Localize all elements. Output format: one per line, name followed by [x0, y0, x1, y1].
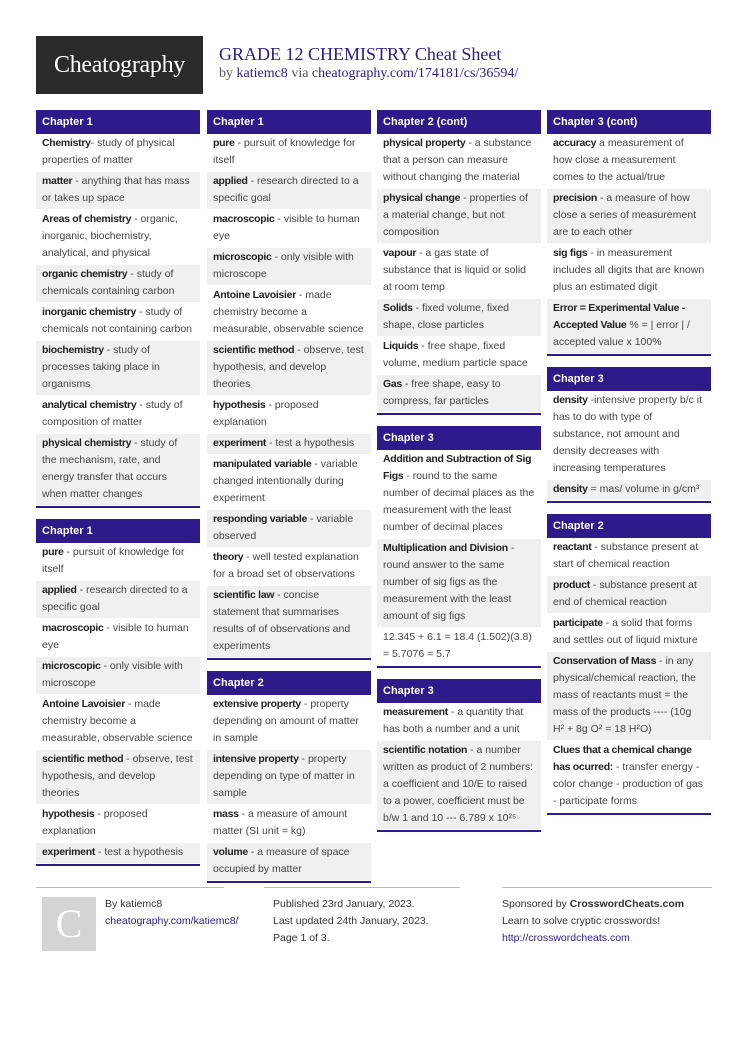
sponsor-tagline: Learn to solve cryptic crosswords! [502, 915, 661, 927]
definition-row [547, 189, 711, 244]
section-rows [36, 134, 200, 506]
definition-term: sig figs [553, 247, 588, 259]
definition-term: accuracy [553, 137, 597, 149]
definition-text: - research directed to a specific goal [213, 175, 359, 204]
definition-row [547, 134, 711, 189]
section-rows [547, 538, 711, 813]
definition-term: analytical chemistry [42, 399, 137, 411]
definition-row [36, 210, 200, 265]
footer-divider [502, 887, 712, 888]
definition-term: Clues that a chemical change has ocurred: [553, 744, 692, 773]
definition-term: responding variable [213, 513, 308, 525]
definition-row [207, 286, 371, 341]
definition-row [36, 543, 200, 581]
section-box [547, 110, 711, 356]
definition-text: - proposed explanation [42, 808, 148, 837]
definition-text: - in measurement includes all digits that are known plus an estimated digit [553, 247, 705, 293]
sponsor-prefix: Sponsored by [502, 898, 567, 910]
definition-row [547, 652, 711, 741]
definition-term: Areas of chemistry [42, 213, 132, 225]
definition-text: -intensive property b/c it has to do with type of substance, not amount and density decreases with increasing temperatures [553, 394, 703, 474]
definition-row [36, 750, 200, 805]
definition-term: density [553, 483, 588, 495]
sponsor-url[interactable]: http://crosswordcheats.com [502, 932, 630, 944]
definition-term: biochemistry [42, 344, 104, 356]
definition-row [36, 303, 200, 341]
page-footer [36, 887, 712, 957]
definition-row [207, 805, 371, 843]
section-title: Chapter 3 [377, 426, 541, 450]
definition-term: extensive property [213, 698, 301, 710]
definition-term: intensive property [213, 753, 299, 765]
section-box [547, 367, 711, 503]
cheatography-logo[interactable]: Cheatography [36, 36, 203, 94]
section-rows [207, 134, 371, 658]
section-title: Chapter 1 [36, 519, 200, 543]
definition-term: scientific law [213, 589, 275, 601]
definition-row [207, 134, 371, 172]
definition-term: Antoine Lavoisier [213, 289, 297, 301]
section-title: Chapter 3 [377, 679, 541, 703]
definition-text: - visible to human eye [213, 213, 360, 242]
definition-text: - a solid that forms and settles out of liquid mixture [553, 617, 698, 646]
definition-row [207, 586, 371, 658]
definition-term: density [553, 394, 588, 406]
definition-row [547, 391, 711, 480]
definition-text: - transfer energy - color change - production of gas - participate forms [553, 761, 704, 807]
section-rows [377, 134, 541, 413]
definition-term: Solids [383, 302, 413, 314]
definition-term: hypothesis [213, 399, 266, 411]
definition-text: - research directed to a specific goal [42, 584, 188, 613]
definition-term: macroscopic [42, 622, 104, 634]
definition-text: - only visible with microscope [213, 251, 354, 280]
definition-text: - test a hypothesis [95, 846, 184, 858]
definition-text: - made chemistry become a measurable, observable science [42, 698, 193, 744]
footer-divider [264, 887, 460, 888]
definition-row [207, 434, 371, 455]
definition-text: - properties of a material change, but not composition [383, 192, 528, 238]
definition-text: - a substance that a person can measure without changing the material [383, 137, 532, 183]
page-title: GRADE 12 CHEMISTRY Cheat Sheet [219, 44, 502, 64]
definition-text: = mas/ volume in g/cm³ [587, 483, 700, 495]
definition-row [377, 299, 541, 337]
definition-row [36, 134, 200, 172]
definition-term: Liquids [383, 340, 419, 352]
section-box [547, 514, 711, 815]
definition-term: microscopic [213, 251, 272, 263]
definition-text: a measurement of how close a measurement comes to the actual/true [553, 137, 684, 183]
definition-term: theory [213, 551, 244, 563]
definition-row [36, 172, 200, 210]
definition-row [377, 703, 541, 741]
section-rows [36, 543, 200, 864]
updated-date: Last updated 24th January, 2023. [273, 915, 429, 927]
definition-text: - free shape, easy to compress, far particles [383, 378, 501, 407]
definition-term: macroscopic [213, 213, 275, 225]
definition-text: - a gas state of substance that is liquid or solid at room temp [383, 247, 526, 293]
section-box [36, 519, 200, 866]
definition-term: Chemistry [42, 137, 91, 149]
column-3 [377, 110, 541, 843]
definition-row [36, 619, 200, 657]
definition-row [36, 434, 200, 506]
definition-text: - pursuit of knowledge for itself [42, 546, 185, 575]
sheet-header [36, 36, 716, 94]
definition-text: - proposed explanation [213, 399, 319, 428]
definition-row [36, 657, 200, 695]
section-title: Chapter 1 [207, 110, 371, 134]
definition-term: physical property [383, 137, 466, 149]
definition-text: - a quantity that has both a number and a unit [383, 706, 524, 735]
footer-author [105, 896, 162, 913]
definition-text: - study of composition of matter [42, 399, 183, 428]
definition-text: - property depending on amount of matter in sample [213, 698, 359, 744]
byline-by: by [219, 66, 233, 81]
author-link[interactable]: katiemc8 [236, 66, 288, 81]
section-title: Chapter 2 [207, 671, 371, 695]
definition-term: pure [213, 137, 235, 149]
definition-row [377, 189, 541, 244]
section-title: Chapter 3 [547, 367, 711, 391]
sponsor-line [502, 896, 684, 913]
column-2 [207, 110, 371, 894]
definition-text: - organic, inorganic, biochemistry, analytical, and physical [42, 213, 178, 259]
definition-row [36, 396, 200, 434]
definition-text: - substance present at end of chemical reaction [553, 579, 697, 608]
definition-term: Antoine Lavoisier [42, 698, 126, 710]
page-number: Page 1 of 3. [273, 932, 330, 944]
column-4 [547, 110, 711, 826]
definition-row [547, 614, 711, 652]
definition-text: - study of chemicals containing carbon [42, 268, 175, 297]
footer-author-url[interactable]: cheatography.com/katiemc8/ [105, 915, 239, 927]
definition-row [207, 455, 371, 510]
definition-term: physical chemistry [42, 437, 132, 449]
definition-term: vapour [383, 247, 417, 259]
definition-text: - visible to human eye [42, 622, 189, 651]
definition-text: % = | error | / accepted value x 100% [553, 319, 690, 348]
definition-text: - substance present at start of chemical reaction [553, 541, 699, 570]
definition-term: reactant [553, 541, 592, 553]
definition-text: - variable observed [213, 513, 354, 542]
definition-row [547, 480, 711, 501]
definition-term: pure [42, 546, 64, 558]
definition-row [377, 539, 541, 628]
definition-text: - study of chemicals not containing carbon [42, 306, 193, 335]
definition-term: applied [213, 175, 248, 187]
byline [219, 66, 518, 82]
definition-row [207, 843, 371, 881]
definition-row [547, 576, 711, 614]
definition-term: Gas [383, 378, 402, 390]
definition-term: experiment [42, 846, 96, 858]
definition-text: - study of processes taking place in organisms [42, 344, 160, 390]
definition-row [36, 341, 200, 396]
section-box [207, 110, 371, 660]
footer-divider [36, 887, 224, 888]
definition-term: mass [213, 808, 239, 820]
section-title: Chapter 2 [547, 514, 711, 538]
byline-via: via [291, 66, 309, 81]
sponsor-name[interactable]: CrosswordCheats.com [569, 898, 685, 910]
definition-text: - fixed volume, fixed shape, close particles [383, 302, 510, 331]
definition-row [36, 805, 200, 843]
definition-row [207, 210, 371, 248]
section-title: Chapter 1 [36, 110, 200, 134]
section-title: Chapter 3 (cont) [547, 110, 711, 134]
definition-row [36, 581, 200, 619]
definition-row [207, 548, 371, 586]
definition-text: - property depending on type of matter in sample [213, 753, 355, 799]
definition-row [547, 741, 711, 813]
definition-term: organic chemistry [42, 268, 128, 280]
definition-text: - observe, test hypothesis, and develop theories [213, 344, 364, 390]
section-box [36, 110, 200, 508]
definition-term: scientific method [42, 753, 124, 765]
definition-text: - a measure of how close a series of measurement are to each other [553, 192, 696, 238]
definition-term: Multiplication and Division [383, 542, 508, 554]
definition-row [207, 172, 371, 210]
definition-row [36, 695, 200, 750]
definition-term: physical change [383, 192, 461, 204]
definition-row [377, 337, 541, 375]
definition-row [207, 341, 371, 396]
definition-row [207, 396, 371, 434]
section-box [377, 426, 541, 668]
section-rows [547, 391, 711, 501]
definition-text: - free shape, fixed volume, medium particle space [383, 340, 528, 369]
definition-text: - pursuit of knowledge for itself [213, 137, 356, 166]
definition-text: - variable changed intentionally during experiment [213, 458, 358, 504]
definition-text: - concise statement that summarises results of of observations and experiments [213, 589, 351, 652]
definition-text: - a measure of space occupied by matter [213, 846, 350, 875]
definition-term: Conservation of Mass [553, 655, 657, 667]
footer-author-name[interactable]: katiemc8 [120, 898, 163, 910]
definition-term: product [553, 579, 590, 591]
definition-row [377, 134, 541, 189]
definition-text: - well tested explanation for a broad set of observations [213, 551, 359, 580]
definition-term: precision [553, 192, 597, 204]
definition-row [377, 628, 541, 666]
definition-term: inorganic chemistry [42, 306, 137, 318]
definition-term: hypothesis [42, 808, 95, 820]
definition-row [377, 375, 541, 413]
section-rows [377, 703, 541, 830]
definition-text: - study of physical properties of matter [42, 137, 175, 166]
author-avatar[interactable]: C [42, 897, 96, 951]
definition-row [377, 244, 541, 299]
definition-text: - only visible with microscope [42, 660, 183, 689]
definition-term: manipulated variable [213, 458, 312, 470]
published-date: Published 23rd January, 2023. [273, 898, 415, 910]
section-box [377, 110, 541, 415]
definition-term: microscopic [42, 660, 101, 672]
definition-row [36, 265, 200, 303]
definition-row [377, 741, 541, 830]
definition-text: - study of the mechanism, rate, and energy transfer that occurs when matter changes [42, 437, 178, 500]
section-title: Chapter 2 (cont) [377, 110, 541, 134]
definition-term: Addition and Subtraction of Sig Figs [383, 453, 532, 482]
column-1 [36, 110, 200, 877]
definition-text: - a number written as product of 2 numbers: a coefficient and 10/E to raised to a power, coefficient must be b/w 1 and 10 --- 6.789 x 10²⁵ [383, 744, 533, 824]
definition-row [207, 695, 371, 750]
definition-term: applied [42, 584, 77, 596]
definition-term: volume [213, 846, 248, 858]
section-box [377, 679, 541, 832]
definition-text: 12.345 + 6.1 = 18.4 (1.502)(3.8) = 5.7076 = 5.7 [383, 631, 532, 660]
definition-row [207, 248, 371, 286]
definition-term: measurement [383, 706, 448, 718]
definition-text: - observe, test hypothesis, and develop theories [42, 753, 193, 799]
definition-term: matter [42, 175, 73, 187]
definition-text: - round to the same number of decimal places as the measurement with the least number of decimal places [383, 470, 535, 533]
definition-term: scientific notation [383, 744, 468, 756]
definition-row [36, 843, 200, 864]
section-rows [547, 134, 711, 354]
definition-term: Error = Experimental Value - Accepted Value [553, 302, 685, 331]
definition-term: scientific method [213, 344, 295, 356]
definition-row [547, 538, 711, 576]
section-rows [377, 450, 541, 666]
definition-text: - a measure of amount matter (SI unit = kg) [213, 808, 348, 837]
definition-text: - in any physical/chemical reaction, the mass of reactants must = the mass of the products ---- (10g H² + 8g O² = 18 H²O) [553, 655, 696, 735]
definition-text: - made chemistry become a measurable, observable science [213, 289, 364, 335]
section-box [207, 671, 371, 883]
definition-term: experiment [213, 437, 267, 449]
definition-row [547, 299, 711, 354]
footer-by-label: By [105, 898, 118, 910]
definition-text: - test a hypothesis [266, 437, 355, 449]
definition-row [207, 510, 371, 548]
definition-text: - round answer to the same number of sig figs as the measurement with the least amount of sig figs [383, 542, 515, 622]
definition-term: participate [553, 617, 603, 629]
definition-row [547, 244, 711, 299]
definition-row [377, 450, 541, 539]
sheet-url-link[interactable]: cheatography.com/174181/cs/36594/ [311, 66, 519, 81]
definition-row [207, 750, 371, 805]
section-rows [207, 695, 371, 881]
definition-text: - anything that has mass or takes up space [42, 175, 190, 204]
